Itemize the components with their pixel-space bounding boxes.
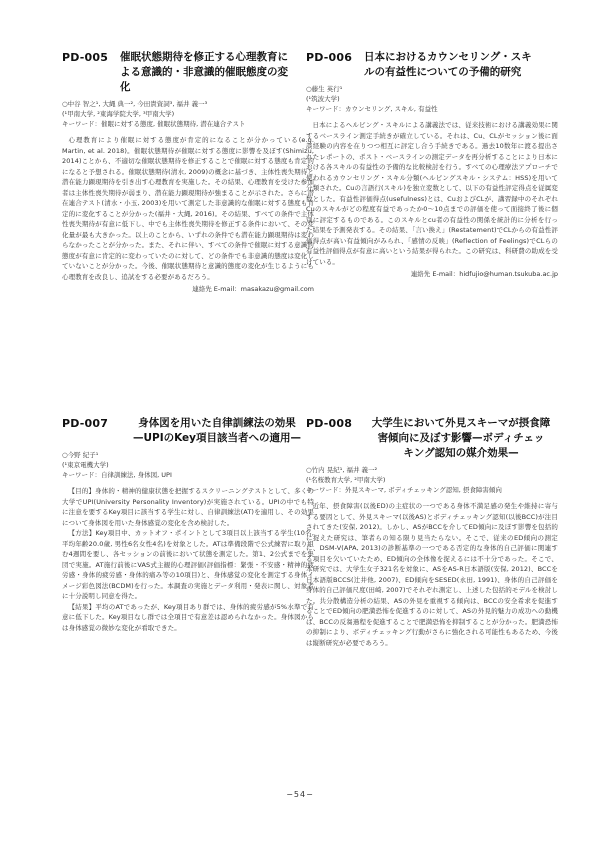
title-line: —UPIのKey項目該当者への適用— [132, 432, 302, 444]
abstract-meta [306, 84, 558, 114]
abstract-pd-008 [306, 416, 558, 648]
abstract-id: PD-006 [306, 51, 353, 64]
abstract-title [120, 416, 314, 446]
keywords: キーワード：カウンセリング, スキル, 有益性 [306, 105, 438, 113]
body-paragraph: 日本によるヘルピング・スキルによる講義法では、従来技術における講義効果に関するベースライン測定手続きが確立している。それは、Cu、CLがセッション後に面談経験の内容を在りつつ相互に評定し合う手続きである。過去10数年に渡る提出されたレポートの、ポスト・ベースラインの測定データを再分析することにより日本における各スキルの有益性の予備的な比較検討を行う。すべての心理療法アプローチで使われるカウンセリング・スキル分類(ヘルピングスキル・システム：HSS)を用いて分類された。Cuの言語行(スキル)を独立変数として、以下の有益性評定得点を従属変数とした。有益性評価得点(usefulness)とは、CuおよびCLが、講習録中のそれぞれCuのスキルがどの程度有益であったか0〜10点までの評価を使って面接終了後に個別に評定するものである。このスキルとcu者の有益性の関係を統計的に分析を行った結果を予測発表する。その結果、「言い換え」(Restatement)でCLからの有益性評価得点が高い有益傾向がみられ、「感情の反映」(Reflection of Feelings)でCLらの有益性評価得点が有意に高いという結果が得られた。この研究は、科研費の助成を受けている。 [306, 121, 558, 266]
contact-email: 連絡先 E-mail：hidfujio@human.tsukuba.ac.jp [410, 270, 558, 278]
abstract-title [364, 416, 558, 461]
abstract-body [62, 486, 314, 633]
abstract-title [120, 50, 314, 95]
affiliation: (¹筑波大学) [306, 95, 340, 103]
abstract-pd-005 [62, 50, 314, 294]
abstract-body [306, 501, 558, 648]
title-line: キング認知の媒介効果— [403, 447, 519, 459]
contact-email: 連絡先 E-mail：masakazu@gmail.com [192, 285, 314, 293]
abstract-header [62, 50, 314, 95]
abstract-pd-007 [62, 416, 314, 633]
abstract-pd-006 [306, 50, 558, 279]
body-paragraph: 近年、摂食障害(以後ED)の主症状の一つである身体不満足感の発生や維持に寄与する要因として、外見スキーマ(以後AS)とボディチェッキング認知(以後BCC)が注目されてきた(安保, 2012)。しかし、ASがBCCを介してED傾向に及ぼす影響を包括的に捉えた研究は、筆者らの知る限り見当たらない。そこで、従来のED傾向の測定に、DSM-V(APA, 2013)の診断基準の一つである否定的な身体的自己評価に関連する項目を欠いていたため、ED傾向の全体像を捉えるには不十分であった。そこで、本研究では、大学生女子321名を対象に、ASをAS-R日本語版(安保, 2012)、BCCを日本語版BCCS(辻井他, 2007)、ED傾向をSESED(永田, 1991)、身体的自己評価を身体的自己評価尺度(田崎, 2007)でそれぞれ測定し、上述した包括的モデルを検討した。共分散構造分析の結果、ASの外見を重視する傾向は、BCCの安全希求を促進することでED傾向の肥満恐怖を促進するのに対して、ASの外見的魅力の成功への動機は、BCCの反芻過程を促進することで肥満恐怖を抑制することが分かった。肥満恐怖の抑制により、ボディチェッキング行動がさらに強化される可能性もあるため、今後は縦断研究が必要であろう。 [306, 502, 558, 647]
abstract-body [62, 135, 314, 282]
page-number: −54− [286, 790, 314, 799]
body-paragraph: 【目的】身体的・精神的健康状態を把握するスクリーニングテストとして、多くの大学でUPI(University Personality Inventory)が実施されている。UPIの中でも特に注意を要するKey項目に該当する学生に対し、自律訓練法(AT)を適用し、その効果について身体図を用いた身体感覚の変化を含め検討した。 [62, 487, 314, 527]
title-line: 害傾向に及ぼす影響—ボディチェッ [377, 432, 545, 444]
abstract-meta [62, 99, 314, 129]
authors: ○竹内 晃紀¹, 福井 義一² [306, 466, 378, 474]
title-line: 大学生において外見スキーマが摂食障 [371, 417, 551, 429]
title-line: 身体図を用いた自律訓練法の効果 [138, 417, 296, 429]
authors: ○中谷 智之¹, 大縄 典一², 今田貴資詞³, 福井 義一³ [62, 100, 208, 108]
abstract-meta [62, 450, 314, 480]
body-paragraph: 【結果】平均のATであったが、Key項目あり群では、身体的疲労感が5%水準で有意に低下した。Key項目なし群では全項目で有意差は認められなかった。身体図からは身体感覚の微妙な変化が看取できた。 [62, 602, 314, 632]
title-line: 化 [120, 81, 131, 93]
affiliation: (¹名桜教育大学, ²甲南大学) [306, 476, 386, 484]
body-paragraph: 心理教育により催眠に対する態度が肯定的になることが分かっている(e.g. Martin, et al. 2018)。催眠状態期待が催眠に対する態度に影響を及ぼす(Shimizu, 2014)ことから、不適切な催眠状態期待を修正することで催眠に対する態度も肯定的になると予想される。催眠状態期待(清水, 2009)の概念に基づき、主体性喪失期待と潜在能力顕現期待を引き出す心理教育を実施した。その結果、心理教育を受けた参加者は主体性喪失期待が弱まり、潜在能力顕現期待が強まることが示された。さらに潜在連合テスト(清水・小玉, 2003)を用いて測定した非意識的な催眠に対する態度も肯定的に変化することが分かった(福井・大縄, 2016)。その結果、すべての条件で主体性喪失期待が有意に低下し、中でも主体性喪失期待を修正する条件において、その変化量が最も大きかった。以上のことから、いずれの条件でも潜在能力顕現期待は変わらなかったことが分かった。また、それに伴い、すべての条件で催眠に対する意識的態度が有意に肯定的に変わっていたのに対して、どの条件でも非意識的態度は変化していないことが分かった。今後、催眠状態期待と意識的態度の変化が生じるようにも心理教育を改良し、追試をする必要があるだろう。 [62, 136, 314, 281]
title-line: よる意識的・非意識的催眠態度の変 [120, 66, 288, 78]
abstract-header [306, 416, 558, 461]
abstract-meta [306, 465, 558, 495]
title-line: 催眠状態期待を修正する心理教育に [120, 51, 288, 63]
affiliation: (¹東京電機大学) [62, 461, 109, 469]
body-paragraph: 【方法】Key項目中、カットオフ・ポイントとして3項目以上該当する学生(10名, 平均年齢20.0歳, 男性6名女性4名)を対象とした。ATは準備段階で公式練習に取り組む4週間を要し、各セッションの前後において状態を測定した。第1、2公式までを集団で実施。AT施行前後にVAS式主観的心理評価(評価指標：緊張・不安感・精神的疲労感・身体的疲労感・身体的痛み等の10項目)と、身体感覚の変化を測定する身体イメージ彩色図法(BCDM)を行った。本調査の実施とデータ利用・発表に関し、対象者に十分説明し同意を得た。 [62, 529, 314, 600]
authors: ○藤生 英行¹ [306, 85, 343, 93]
abstract-header [306, 50, 558, 80]
keywords: キーワード：催眠に対する態度, 催眠状態期待, 潜在連合テスト [62, 120, 246, 128]
abstract-id: PD-007 [62, 417, 109, 430]
title-line: 日本におけるカウンセリング・スキ [364, 51, 532, 63]
abstract-body [306, 120, 558, 267]
abstract-id: PD-005 [62, 51, 109, 64]
authors: ○今野 紀子¹ [62, 451, 99, 459]
keywords: キーワード：外見スキーマ, ボディチェッキング認知, 摂食障害傾向 [306, 486, 502, 494]
keywords: キーワード：自律訓練法, 身体図, UPI [62, 471, 172, 479]
abstract-title [364, 50, 558, 80]
abstract-id: PD-008 [306, 417, 353, 430]
title-line: ルの有益性についての予備的研究 [364, 66, 522, 78]
abstract-header [62, 416, 314, 446]
affiliation: (¹甲南大学, ²東海学院大学, ³甲南大学) [62, 110, 175, 118]
